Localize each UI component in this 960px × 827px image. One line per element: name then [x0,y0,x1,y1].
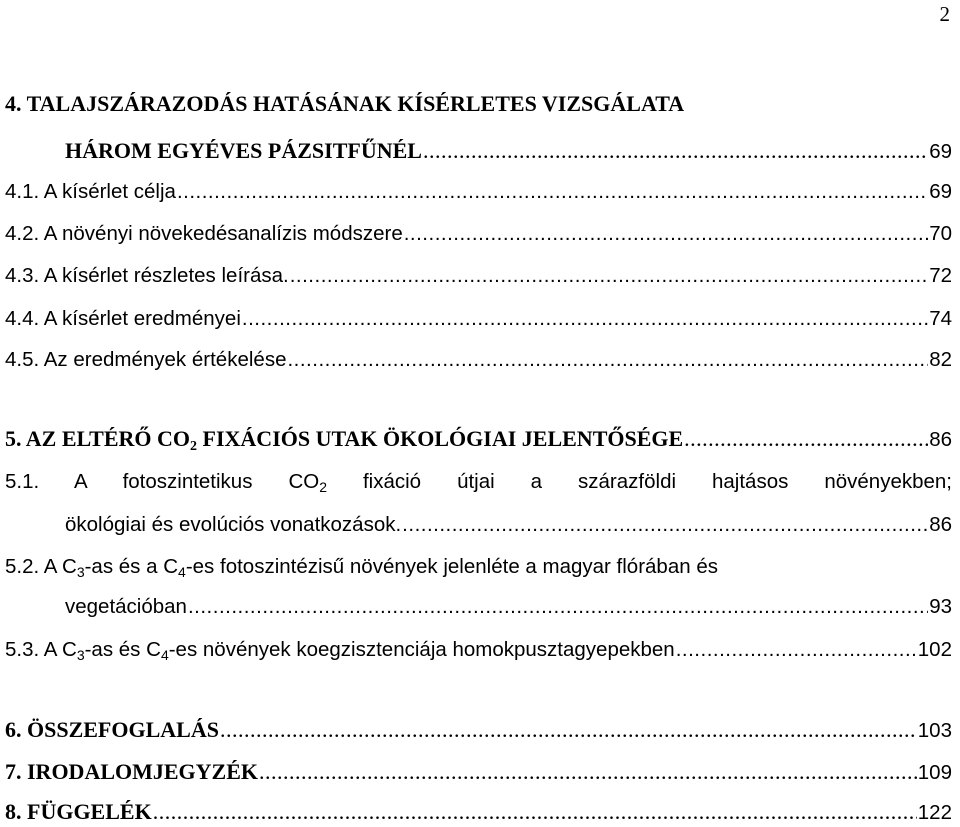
toc-entry-label: HÁROM EGYÉVES PÁZSITFŰNÉL [65,138,422,163]
toc-page-number: 86 [929,428,952,451]
toc-entry-label: 5. AZ ELTÉRŐ $CO_2$ FIXÁCIÓS UTAK ÖKOLÓGIAI JELENTŐSÉGE [5,426,684,454]
toc-entry-label: 8. FÜGGELÉK [5,799,152,824]
toc-entry-5-1[interactable] [5,515,952,536]
leader-dots [287,350,928,371]
toc-entry-4-5[interactable] [5,350,952,371]
toc-entry-5-1-line1 [5,472,952,493]
toc-entry-label: 4.3. A kísérlet részletes leírása. [5,264,289,287]
page-number: 2 [939,2,950,26]
toc-entry-5-2[interactable] [5,597,952,618]
toc-page-number: 109 [917,761,952,784]
toc-entry-label: 4.4. A kísérlet eredményei [5,307,241,330]
toc-page-number: 72 [929,264,952,287]
toc-entry-4-4[interactable] [5,309,952,330]
leader-dots [684,428,928,450]
toc-page-number: 82 [929,348,952,371]
toc-entry-label: 4.5. Az eredmények értékelése [5,348,287,371]
toc-entry-6[interactable] [5,719,952,742]
toc-entry-7[interactable] [5,761,952,784]
toc-page-number: 102 [917,638,952,661]
toc-entry-label: 4.2. A növényi növekedésanalízis módszere [5,222,403,245]
leader-dots [404,224,928,245]
table-of-contents [5,0,952,827]
toc-page-number: 74 [929,307,952,330]
leader-dots [402,515,928,536]
leader-dots [177,182,928,203]
toc-entry-label: 5.1. A fotoszintetikus $CO_2$ fixáció útjai a szárazföldi hajtásos növényekben; [5,470,952,495]
toc-entry-label: ökológiai és evolúciós vonatkozások. [65,513,402,536]
toc-page-number: 86 [929,513,952,536]
toc-entry-label: 4. TALAJSZÁRAZODÁS HATÁSÁNAK KÍSÉRLETES VIZSGÁLATA [5,91,685,116]
toc-entry-4[interactable] [5,140,952,163]
toc-entry-label: 7. IRODALOMJEGYZÉK [5,759,259,784]
toc-entry-5-3[interactable] [5,640,952,661]
toc-page-number: 69 [929,140,952,163]
toc-entry-4-1[interactable] [5,182,952,203]
toc-entry-5-2-line1 [5,557,952,578]
leader-dots [153,801,917,823]
toc-entry-4-2[interactable] [5,224,952,245]
toc-entry-8[interactable] [5,801,952,824]
leader-dots [290,266,928,287]
toc-page-number: 122 [917,801,952,824]
toc-entry-label: 4.1. A kísérlet célja [5,180,176,203]
toc-entry-label: 5.3. A $C_3-as$ és $C_4-es$ növények koegzisztenciája homokpusztagyepekben [5,638,675,663]
leader-dots [676,640,917,661]
toc-page-number: 93 [929,595,952,618]
toc-page-number: 103 [917,719,952,742]
toc-entry-label: vegetációban [65,595,187,618]
leader-dots [423,140,928,162]
toc-entry-label: 5.2. A $C_3-as$ és a $C_4-es$ fotoszintézisű növények jelenléte a magyar flórában és [5,555,718,580]
toc-entry-4-3[interactable] [5,266,952,287]
leader-dots [188,597,928,618]
leader-dots [242,309,928,330]
toc-entry-label: 6. ÖSSZEFOGLALÁS [5,717,219,742]
leader-dots [220,719,917,741]
toc-page-number: 70 [929,222,952,245]
leader-dots [259,761,917,783]
toc-entry-4-title [5,93,952,115]
toc-page-number: 69 [929,180,952,203]
toc-entry-5[interactable] [5,426,952,454]
